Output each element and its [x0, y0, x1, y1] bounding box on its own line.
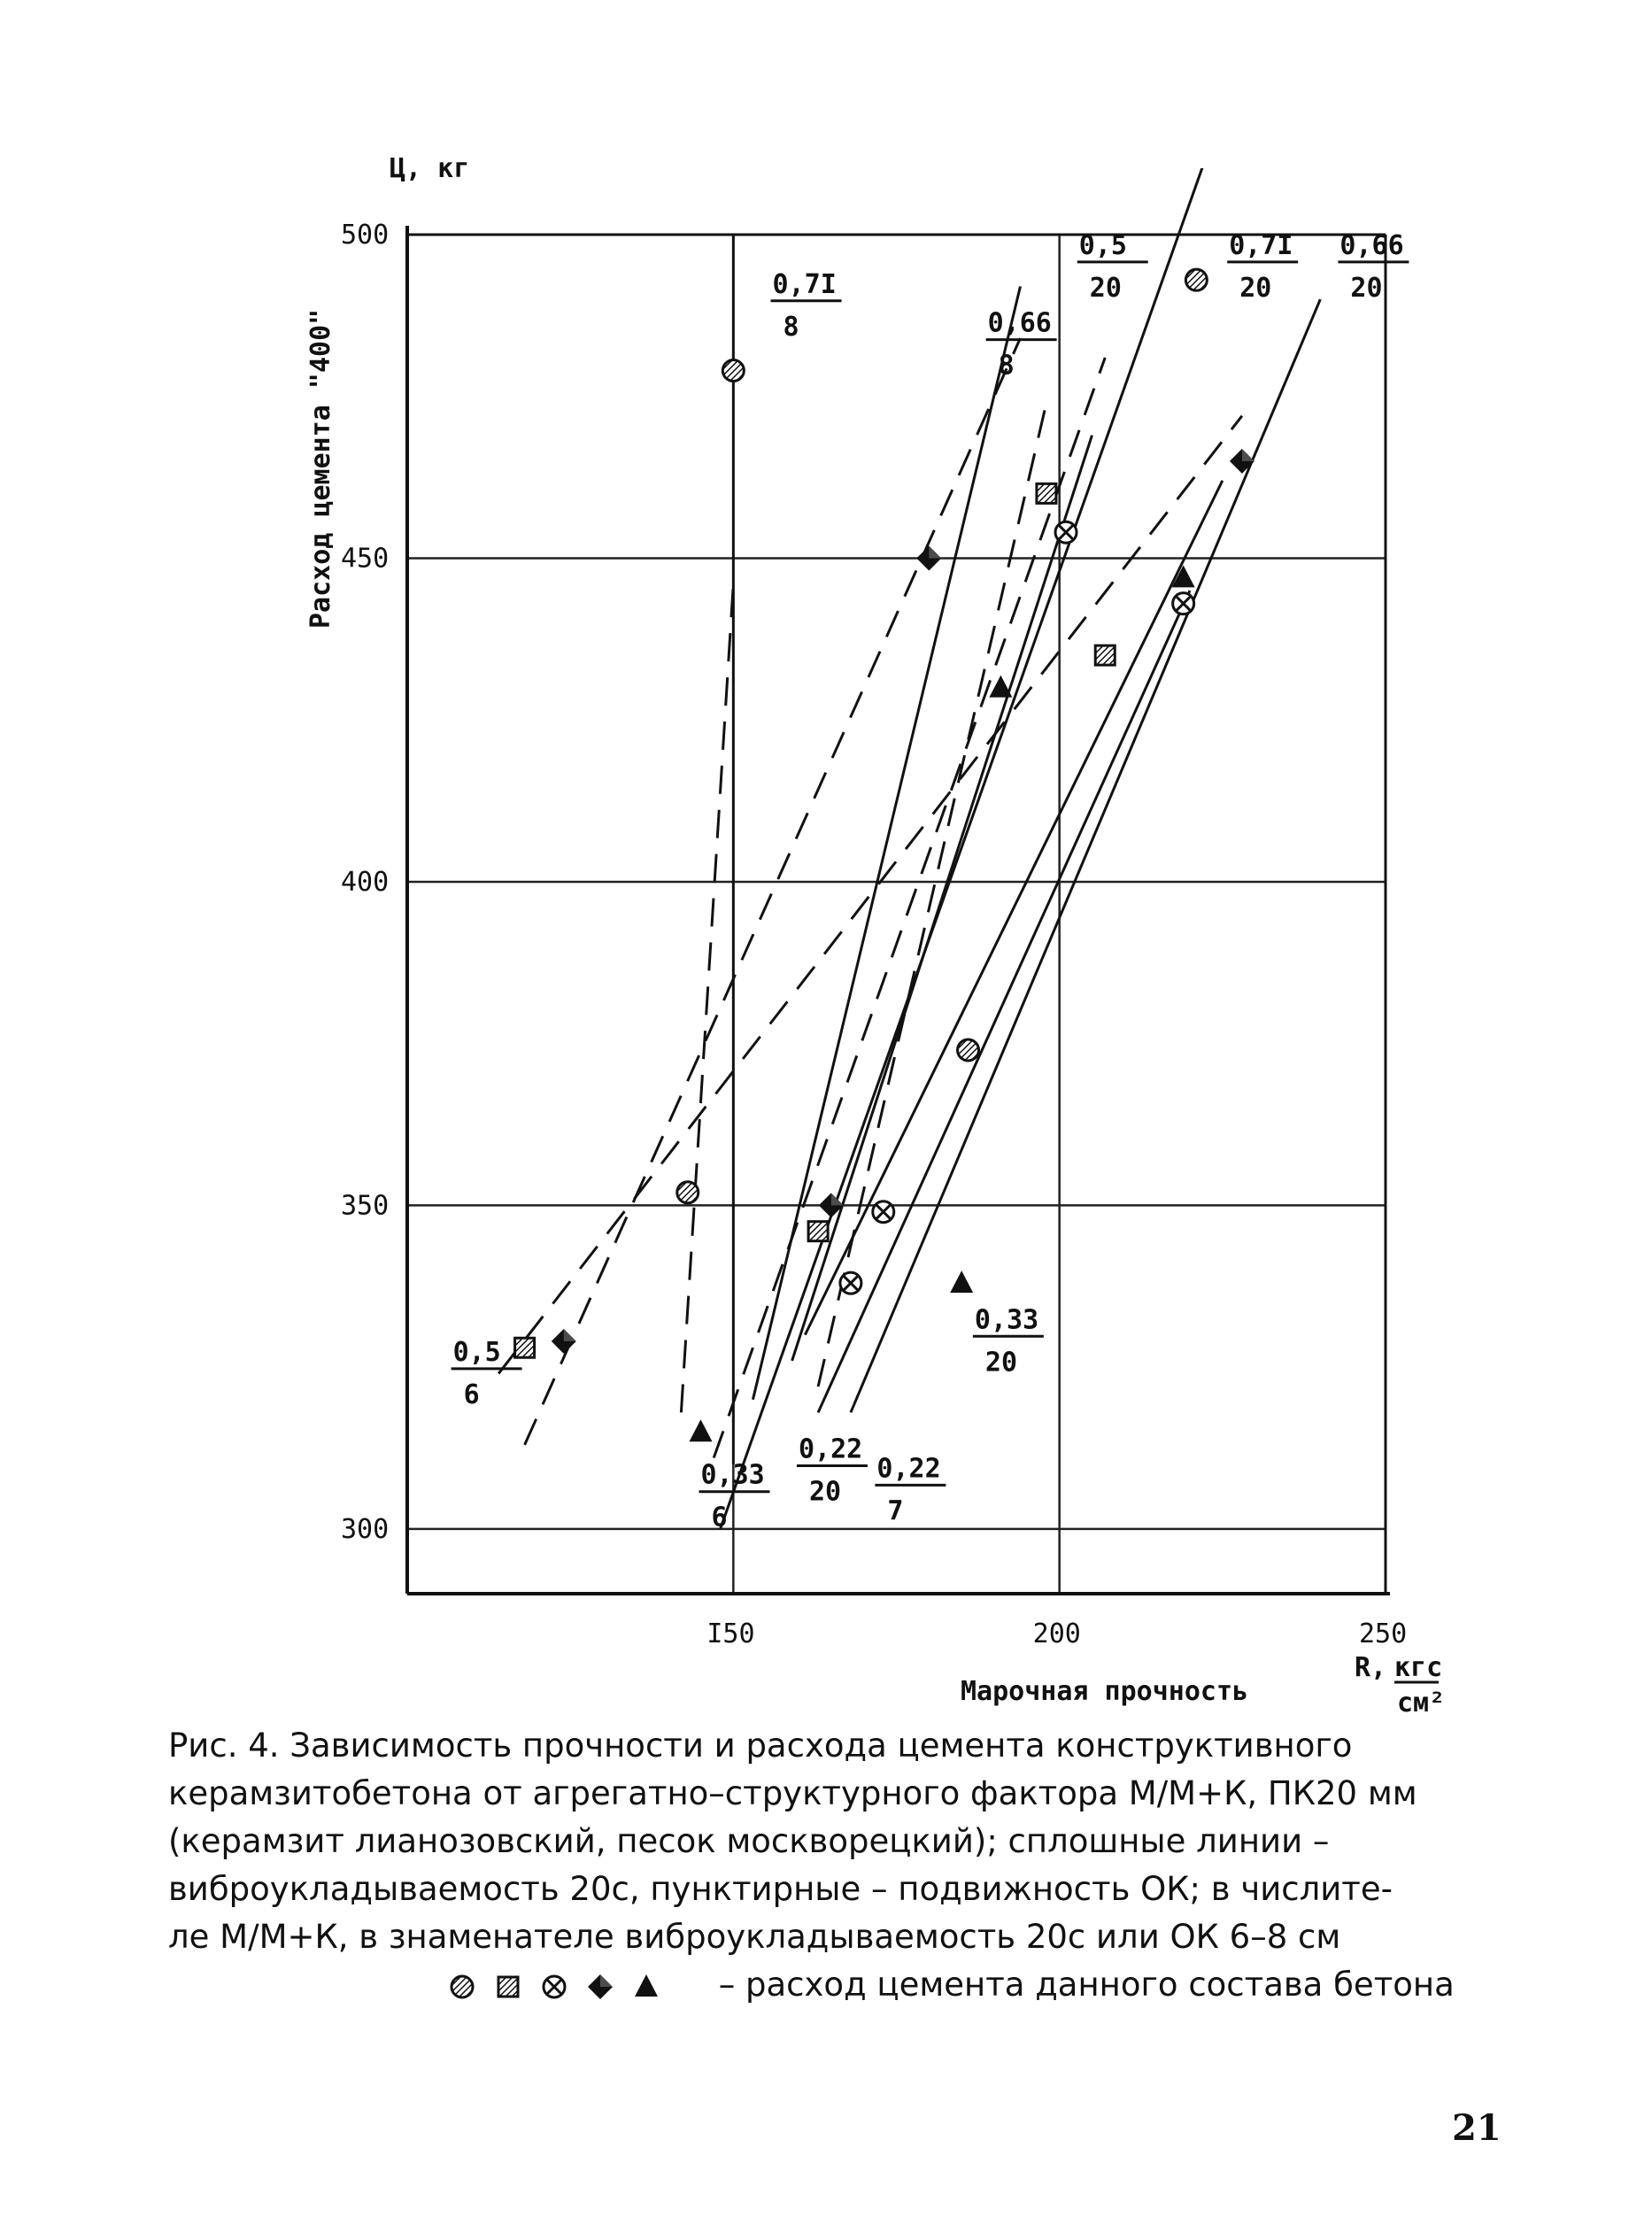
y-tick-label: 500	[341, 220, 390, 251]
caption-line: ле М/М+К, в знаменателе виброукладываемость 20с или ОК 6–8 см	[168, 1918, 1341, 1956]
data-point-s0_66_20	[1230, 449, 1254, 474]
marker-shape	[1185, 269, 1207, 290]
data-point-s_dash_steep	[677, 1182, 699, 1203]
series-line-s0_22_7	[818, 591, 1190, 1412]
series-label-numerator: 0,22	[876, 1453, 941, 1485]
series-lines	[498, 92, 1320, 1529]
marker-shape	[635, 1974, 658, 1997]
data-point-s0_22_dash	[1055, 521, 1077, 543]
caption-line: виброукладываемость 20с, пунктирные – подвижность ОК; в числите-	[168, 1870, 1393, 1908]
data-point-s0_33_6	[690, 1419, 713, 1441]
legend-circle-hatched-icon	[452, 1976, 473, 1997]
series-label-numerator: 0,5	[452, 1336, 501, 1368]
caption-line: Рис. 4. Зависимость прочности и расхода цемента конструктивного	[168, 1726, 1353, 1765]
legend	[443, 1966, 1455, 2005]
y-tick-label: 350	[341, 1190, 390, 1222]
series-label-numerator: 0,7I	[1229, 229, 1293, 261]
marker-shade	[600, 1974, 613, 1987]
x-tick-label: I50	[706, 1618, 755, 1649]
marker-shape	[498, 1977, 518, 1997]
marker-shape	[690, 1419, 713, 1441]
caption-line: (керамзит лианозовский, песок москворецкий); сплошные линии –	[168, 1822, 1330, 1860]
series-label-numerator: 0,22	[799, 1433, 863, 1465]
y-tick-label: 300	[341, 1513, 390, 1545]
axis-text	[305, 153, 1445, 1718]
grid	[407, 235, 1386, 1594]
series-label-denominator: 6	[463, 1379, 480, 1410]
legend-diamond-icon	[588, 1974, 613, 1999]
marker-shade	[929, 545, 941, 558]
marker-shade	[564, 1329, 576, 1341]
marker-shape	[452, 1976, 473, 1997]
legend-triangle-icon	[635, 1974, 658, 1997]
series-label-denominator: 20	[984, 1347, 1018, 1379]
series-label-denominator: 7	[887, 1495, 904, 1527]
data-point-s0_66_8	[552, 1329, 576, 1354]
data-point-s0_5_20	[1037, 483, 1056, 503]
marker-shape	[808, 1222, 828, 1241]
x-unit-symbol: R,	[1355, 1652, 1387, 1683]
data-point-s0_22_7	[873, 1201, 894, 1223]
x-tick-label: 250	[1359, 1618, 1408, 1649]
page-number: 21	[1452, 2107, 1501, 2149]
legend-symbols-icon	[443, 1969, 708, 2005]
data-point-s0_5_6	[515, 1338, 535, 1357]
marker-shape	[1095, 645, 1115, 665]
series-line-s0_5_6	[498, 416, 1242, 1374]
y-tick-label: 450	[341, 543, 390, 575]
data-point-s0_22_7	[1173, 593, 1194, 614]
series-label-numerator: 0,5	[1078, 229, 1127, 261]
x-tick-label: 200	[1032, 1618, 1081, 1649]
y-axis-title: Расход цемента "400"	[305, 308, 336, 629]
series-label-denominator: 20	[1350, 272, 1383, 304]
series-label-denominator: 20	[809, 1476, 842, 1508]
series-label-numerator: 0,7I	[772, 268, 837, 300]
data-point-s0_71_20	[1185, 269, 1207, 290]
data-point-s0_33_6	[989, 676, 1012, 698]
x-axis-title: Марочная прочность	[961, 1676, 1249, 1707]
series-line-s0_5_20	[792, 436, 1092, 1361]
marker-shape	[722, 360, 744, 382]
data-point-s0_33_20	[950, 1271, 973, 1293]
legend-square-icon	[498, 1977, 518, 1997]
figure-caption	[168, 1722, 1514, 1961]
legend-circle-x-icon	[544, 1976, 565, 1997]
series-label-numerator: 0,66	[1339, 229, 1404, 261]
marker-shape	[1037, 483, 1056, 503]
legend-text: – расход цемента данного состава бетона	[718, 1966, 1455, 2004]
series-label-denominator: 8	[998, 350, 1015, 382]
series-label-denominator: 6	[711, 1502, 728, 1533]
series-label-numerator: 0,66	[987, 307, 1052, 339]
series-label-denominator: 8	[783, 311, 799, 343]
data-point-s0_66_8	[916, 545, 941, 570]
axes	[407, 226, 1390, 1594]
series-line-s0_22_20	[805, 481, 1222, 1335]
data-point-s0_71_20	[958, 1039, 979, 1061]
series-line-s0_66_20	[851, 299, 1320, 1412]
series-label-denominator: 20	[1239, 272, 1272, 304]
y-axis-symbol: Ц, кг	[390, 153, 470, 184]
marker-shape	[950, 1271, 973, 1293]
data-point-s0_71_8	[722, 360, 744, 382]
x-unit-numerator: кгс	[1394, 1652, 1443, 1683]
series-label-numerator: 0,33	[700, 1459, 765, 1491]
marker-shape	[989, 676, 1012, 698]
series-label-denominator: 20	[1089, 272, 1122, 304]
marker-shape	[677, 1182, 699, 1203]
data-point-s0_5_20	[808, 1222, 828, 1241]
data-point-s0_5_6	[1095, 645, 1115, 665]
caption-line: керамзитобетона от агрегатно–структурного фактора М/М+К, ПК20 мм	[168, 1774, 1417, 1812]
marker-shade	[1242, 449, 1254, 461]
y-tick-label: 400	[341, 866, 390, 898]
marker-shape	[958, 1039, 979, 1061]
x-unit-denominator: см²	[1397, 1688, 1446, 1718]
marker-shape	[515, 1338, 535, 1357]
data-point-s0_22_dash	[840, 1272, 861, 1294]
series-label-numerator: 0,33	[974, 1304, 1039, 1336]
